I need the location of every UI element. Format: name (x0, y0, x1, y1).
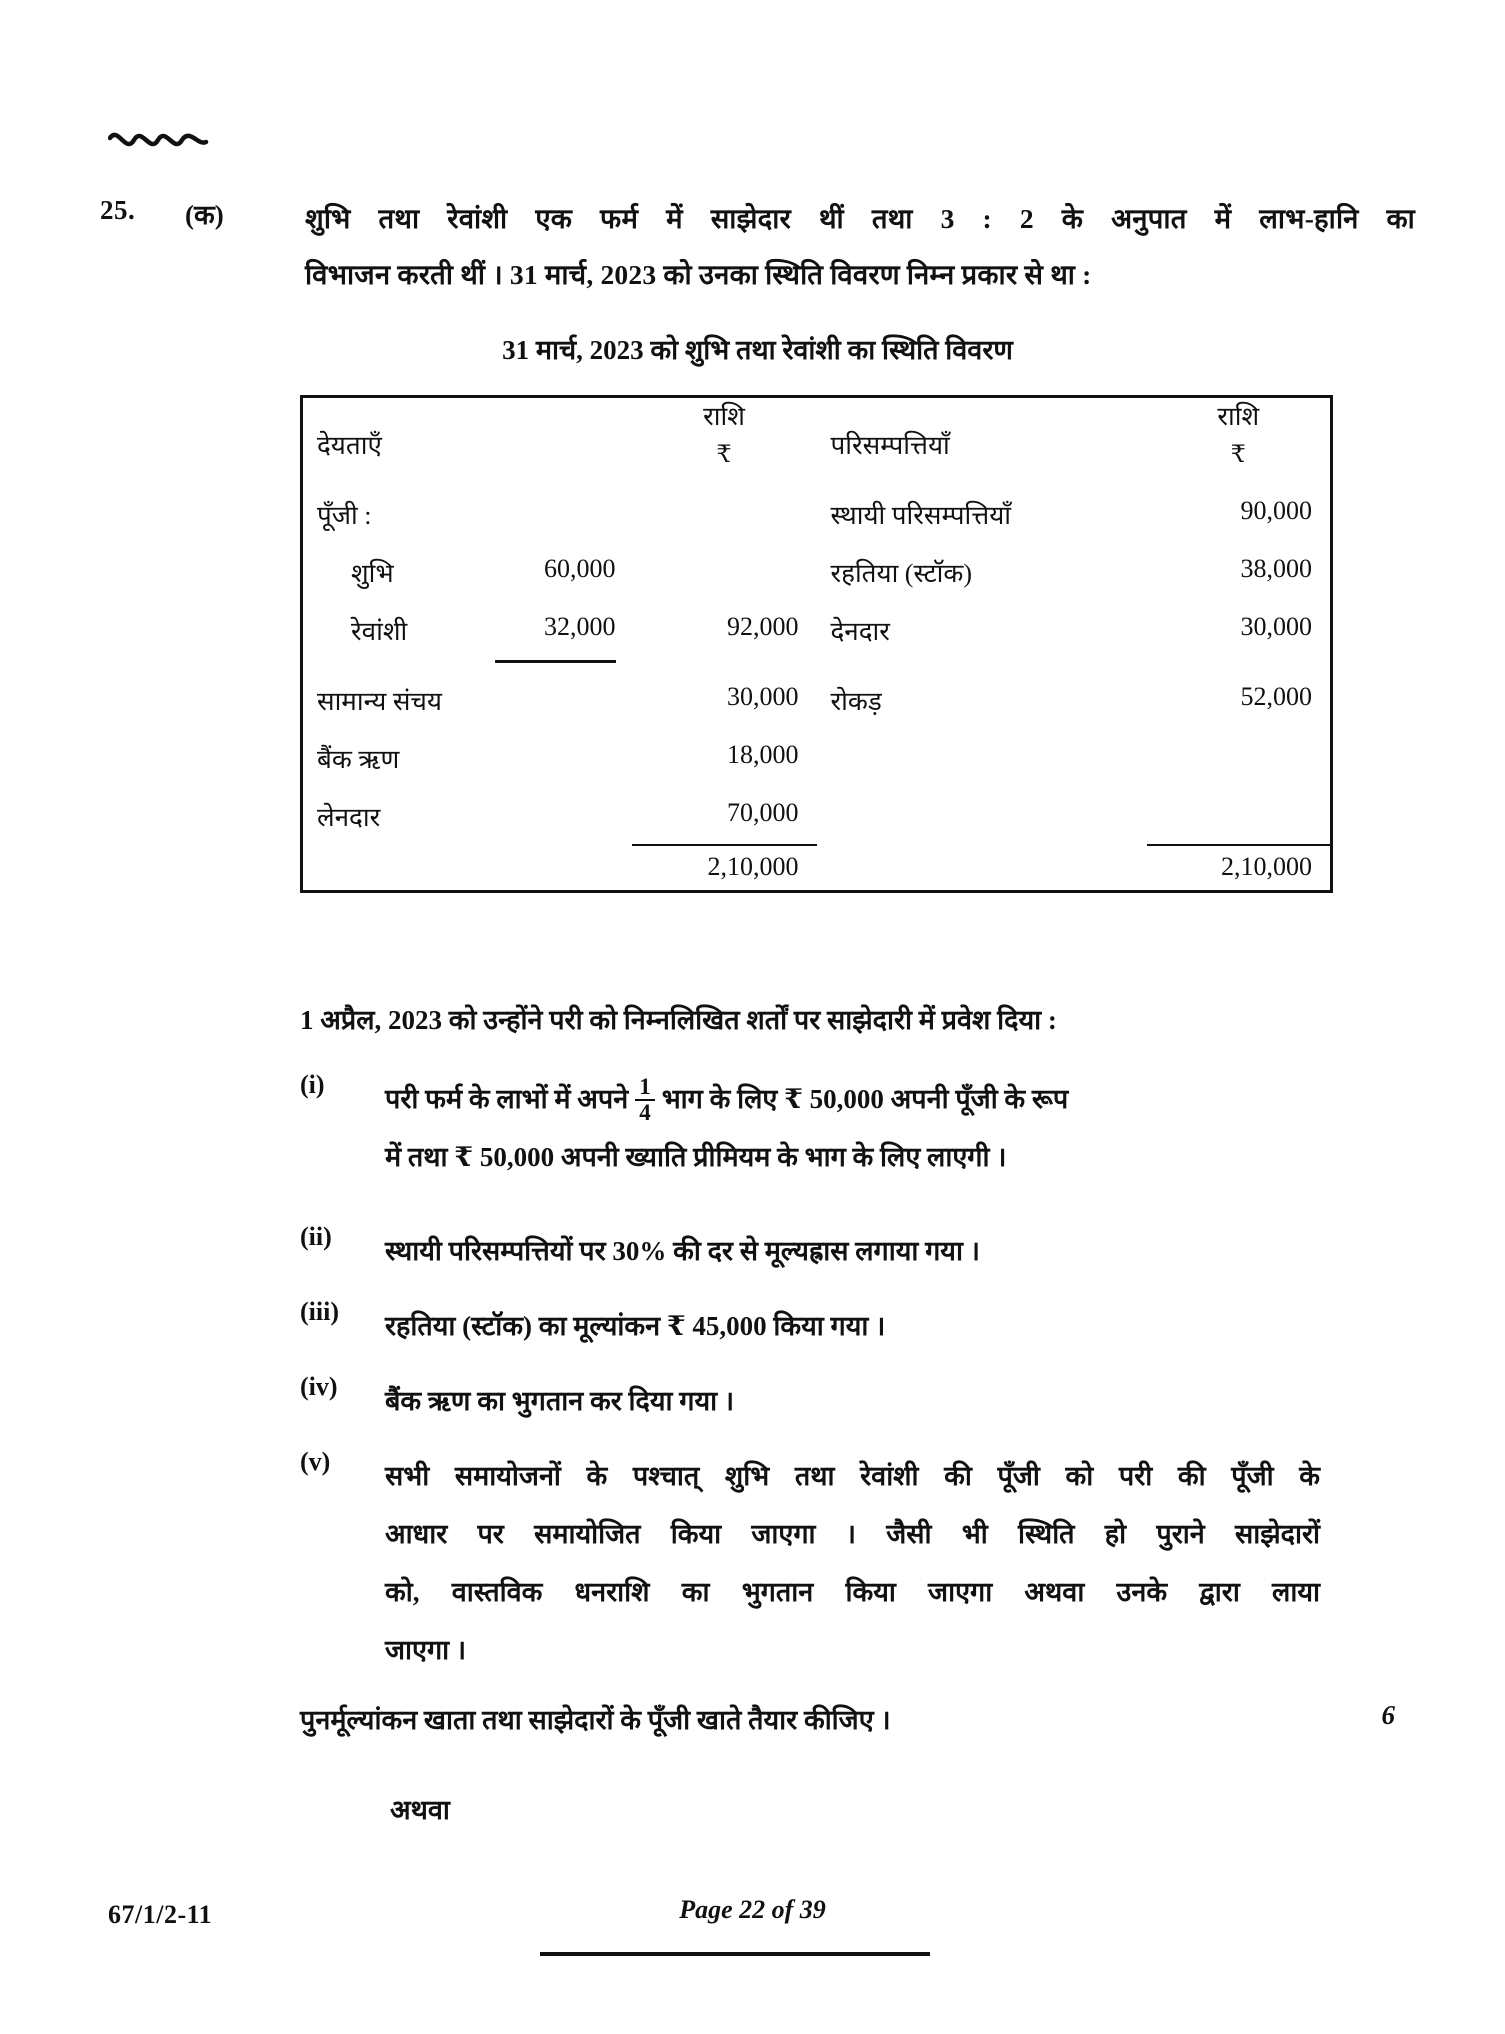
paper-code: 67/1/2-11 (108, 1900, 213, 1929)
asset-stock-label: रहतिया (स्टॉक) (830, 559, 973, 588)
assets-total-rule (1147, 844, 1331, 846)
liability-creditors-value: 70,000 (727, 798, 799, 827)
asset-debtors-label: देनदार (830, 617, 890, 646)
condition-item-iii-body (385, 1297, 1320, 1355)
liabilities-cell (302, 482, 632, 892)
header-assets: परिसम्पत्तियाँ (830, 431, 950, 460)
balance-sheet-table-wrapper (300, 395, 1330, 893)
asset-fixed-assets-value: 90,000 (1240, 496, 1312, 525)
condition-item-v-number: (v) (300, 1447, 331, 1476)
marks-value: 6 (1381, 1700, 1395, 1730)
liability-general-reserve-value: 30,000 (727, 682, 799, 711)
condition-item-v-line-3: को, वास्तविक धनराशि का भुगतान किया जाएगा अथवा उनके द्वारा लाया (385, 1577, 1320, 1607)
header-amount-right: राशि (1217, 402, 1260, 431)
header-assets-cell (817, 397, 1147, 483)
condition-item-i-number: (i) (300, 1070, 325, 1099)
question-line-2: विभाजन करती थीं । 31 मार्च, 2023 को उनका स्थिति विवरण निम्न प्रकार से था : (305, 259, 1092, 290)
liability-capital-label: पूँजी : (317, 501, 372, 530)
liability-bank-loan-label: बैंक ऋण (317, 745, 400, 774)
liabilities-total-rule (632, 844, 817, 846)
condition-item-iv-number: (iv) (300, 1372, 338, 1401)
page-number: Page 22 of 39 (679, 1895, 826, 1924)
asset-cash-label: रोकड़ (830, 687, 882, 716)
assets-total-value: 2,10,000 (1221, 852, 1312, 881)
balance-sheet-table (300, 395, 1333, 893)
liability-capital-shubhi-label: शुभि (351, 559, 394, 588)
assets-amount-cell (1147, 482, 1332, 892)
condition-item-iv-line-1: बैंक ऋण का भुगतान कर दिया गया । (385, 1386, 735, 1416)
question-number: 25. (100, 195, 136, 225)
condition-item-iii-line-1: रहतिया (स्टॉक) का मूल्यांकन ₹ 45,000 किया गया । (385, 1311, 886, 1341)
liability-creditors-label: लेनदार (317, 803, 381, 832)
question-line-1: शुभि तथा रेवांशी एक फर्म में साझेदार थीं तथा 3 : 2 के अनुपात में लाभ-हानि का (305, 203, 1415, 234)
condition-item-i-line1-before: परी फर्म के लाभों में अपने (385, 1084, 629, 1114)
condition-item-v-line-2: आधार पर समायोजित किया जाएगा । जैसी भी स्थिति हो पुराने साझेदारों (385, 1519, 1320, 1549)
or-label: अथवा (390, 1795, 450, 1825)
condition-item-iv-body (385, 1372, 1320, 1430)
fraction-one-fourth (635, 1075, 655, 1125)
condition-item-v-line-1: सभी समायोजनों के पश्चात् शुभि तथा रेवांशी की पूँजी को परी की पूँजी के (385, 1461, 1320, 1491)
header-amount-left: राशि (703, 402, 745, 431)
capital-subtotal-rule (495, 660, 616, 663)
liability-capital-revanshi-value: 32,000 (544, 612, 616, 641)
condition-item-i-line-1 (385, 1070, 1320, 1128)
liabilities-total-value: 2,10,000 (707, 852, 799, 881)
asset-fixed-assets-label: स्थायी परिसम्पत्तियाँ (830, 501, 1012, 530)
condition-item-v-line-4: जाएगा । (385, 1635, 467, 1665)
fraction-numerator: 1 (639, 1073, 651, 1099)
header-currency-right: ₹ (1230, 442, 1246, 468)
condition-item-ii-number: (ii) (300, 1222, 332, 1251)
liability-bank-loan-value: 18,000 (727, 740, 799, 769)
liability-general-reserve-label: सामान्य संचय (317, 687, 443, 716)
asset-stock-value: 38,000 (1240, 554, 1312, 583)
closing-instruction: पुनर्मूल्यांकन खाता तथा साझेदारों के पूँजी खाते तैयार कीजिए । (300, 1705, 891, 1735)
condition-item-ii-line-1: स्थायी परिसम्पत्तियों पर 30% की दर से मूल्यह्रास लगाया गया । (385, 1236, 980, 1266)
squiggle-mark-icon (108, 128, 213, 158)
condition-item-iii-number: (iii) (300, 1297, 339, 1326)
balance-sheet-title: 31 मार्च, 2023 को शुभि तथा रेवांशी का स्थिति विवरण (502, 335, 1013, 365)
table-body-row (302, 482, 1332, 892)
header-amount-right-cell (1147, 397, 1332, 483)
condition-item-i-line1-after: भाग के लिए ₹ 50,000 अपनी पूँजी के रूप (661, 1084, 1069, 1114)
asset-cash-value: 52,000 (1240, 682, 1312, 711)
header-amount-left-cell (632, 397, 817, 483)
header-currency-left: ₹ (716, 442, 732, 468)
condition-item-i-line-2: में तथा ₹ 50,000 अपनी ख्याति प्रीमियम के भाग के लिए लाएगी । (385, 1142, 1007, 1172)
liability-capital-shubhi-value: 60,000 (544, 554, 616, 583)
header-liabilities: देयताएँ (317, 431, 382, 460)
footer-rule (540, 1952, 930, 1956)
condition-item-ii-body (385, 1222, 1320, 1280)
conditions-intro: 1 अप्रैल, 2023 को उन्होंने परी को निम्नलिखित शर्तों पर साझेदारी में प्रवेश दिया : (300, 1005, 1057, 1035)
question-text (305, 191, 1415, 303)
condition-item-v-body (385, 1447, 1320, 1679)
liabilities-amount-cell (632, 482, 817, 892)
liability-capital-revanshi-label: रेवांशी (351, 617, 408, 646)
fraction-denominator: 4 (635, 1099, 655, 1125)
asset-debtors-value: 30,000 (1240, 612, 1312, 641)
header-liabilities-cell (302, 397, 632, 483)
question-part-label: (क) (185, 200, 224, 230)
assets-cell (817, 482, 1147, 892)
liability-capital-total-value: 92,000 (727, 612, 799, 641)
table-header-row (302, 397, 1332, 483)
condition-item-i-body (385, 1070, 1320, 1186)
